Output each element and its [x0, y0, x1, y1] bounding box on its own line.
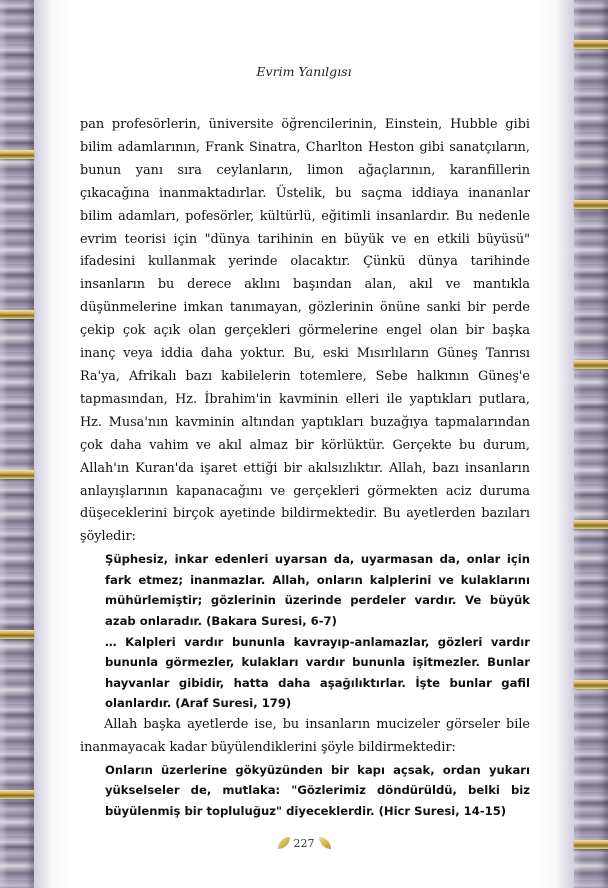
right-pillar-shadow	[556, 0, 574, 888]
pillar-gold-band	[574, 40, 608, 49]
pillar-gold-band	[0, 310, 34, 319]
pillar-gold-band	[574, 360, 608, 369]
page-number: 227	[293, 836, 315, 850]
golden-leaf-ornament-icon	[278, 837, 331, 850]
page-body	[80, 114, 530, 822]
pillar-gold-band	[0, 630, 34, 639]
pillar-gold-band	[0, 150, 34, 159]
pillar-gold-band	[574, 520, 608, 529]
body-paragraph: pan profesörlerin, üniversite öğrencilerinin, Einstein, Hubble gibi bilim adamlarının, Frank Sinatra, Charlton Heston gibi sanatçıların, bunun yanı sıra ceylanların, limon ağaçlarının, karanfillerin çıkacağına inanmaktadırlar. Üstelik, bu saçma iddiaya inananlar bilim adamları, pofesörler, kültürlü, eğitimli insanlardır. Bu nedenle evrim teorisi için "dünya tarihinin en büyük ve en etkili büyüsü" ifadesini kullanmak yerinde olacaktır. Çünkü dünya tarihinde insanların bu derece aklını başından alan, akıl ve mantıkla düşünmelerine imkan tanımayan, gözlerinin önüne sanki bir perde çekip çok açık olan gerçekleri görmelerine engel olan bir başka inanç veya iddia daha yoktur. Bu, eski Mısırlıların Güneş Tanrısı Ra'ya, Afrikalı bazı kabilelerin totemlere, Sebe halkının Güneş'e tapmasından, Hz. İbrahim'in kavminin elleri ile yaptıkları putlara, Hz. Musa'nın kavminin altından yaptıkları buzağıya tapmalarından çok daha vahim ve akıl almaz bir körlüktür. Gerçekte bu durum, Allah'ın Kuran'da işaret ettiği bir akılsızlıktır. Allah, bazı insanların anlayışlarının kapanacağını ve gerçekleri görmekten aciz duruma düşeceklerini birçok ayetinde bildirmektedir. Bu ayetlerden bazıları şöyledir:	[80, 117, 530, 545]
pillar-gold-band	[0, 470, 34, 479]
running-head-title: Evrim Yanılgısı	[256, 64, 352, 79]
right-marble-pillar	[574, 0, 608, 888]
leaf-right-icon	[319, 837, 331, 849]
verse-quote: … Kalpleri vardır bununla kavrayıp-anlamazlar, gözleri vardır bununla görmezler, kulakları vardır bununla işitmezler. Bunlar hayvanlar gibidir, hatta daha aşağılıktırlar. İşte bunlar gafil olanlardır. (Araf Suresi, 179)	[105, 634, 530, 711]
leaf-left-icon	[278, 837, 290, 849]
verse-quote: Onların üzerlerine gökyüzünden bir kapı açsak, ordan yukarı yükselseler de, mutlaka: "Gözlerimiz döndürüldü, belki biz büyülenmiş bir topluluğuz" diyeceklerdir. (Hicr Suresi, 14-15)	[105, 762, 530, 818]
body-paragraph: Allah başka ayetlerde ise, bu insanların mucizeler görseler bile inanmayacak kadar büyülendiklerini şöyle bildirmektedir:	[80, 716, 530, 755]
pillar-gold-band	[0, 790, 34, 799]
page-footer	[0, 836, 608, 854]
verse-quote: Şüphesiz, inkar edenleri uyarsan da, uyarmasan da, onlar için fark etmez; inanmazlar. Allah, onların kalplerini ve kulaklarını mühürlemiştir; gözlerinin üzerinde perdeler vardır. Ve büyük azab onlaradır. (Bakara Suresi, 6-7)	[105, 552, 530, 628]
left-pillar-shadow	[34, 0, 52, 888]
left-marble-pillar	[0, 0, 34, 888]
pillar-gold-band	[574, 680, 608, 689]
pillar-gold-band	[574, 200, 608, 209]
